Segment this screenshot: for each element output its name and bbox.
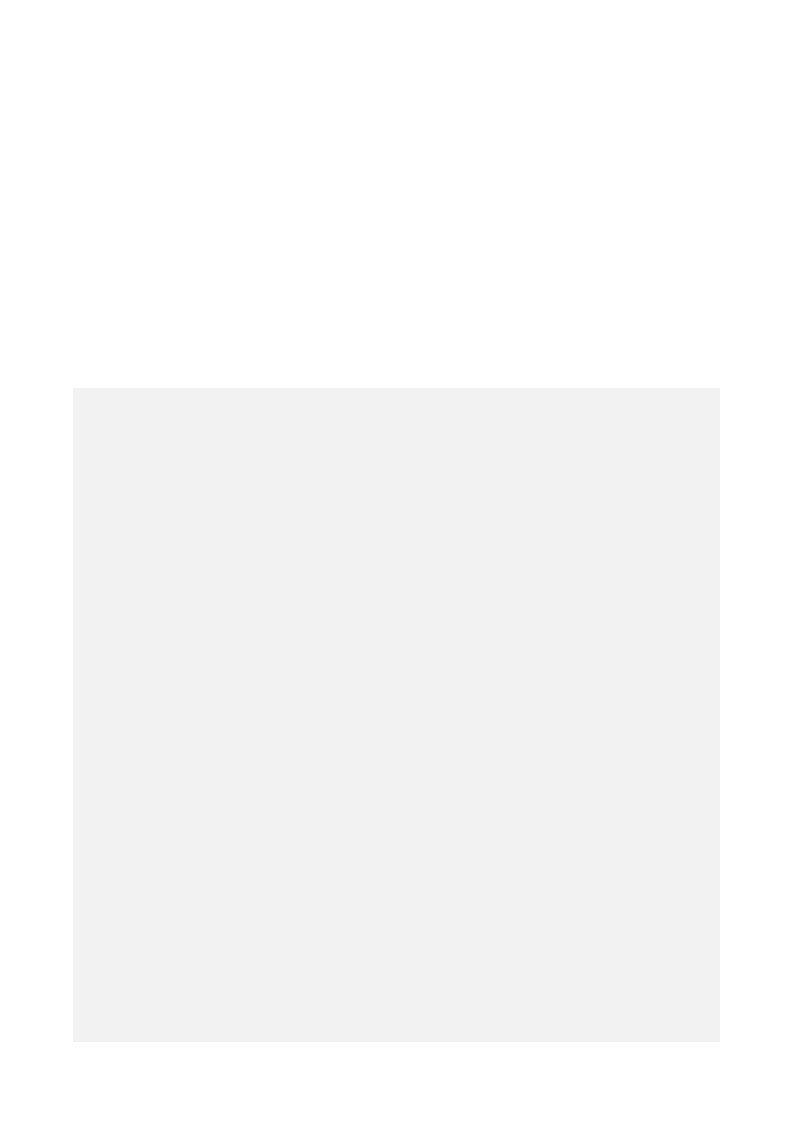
- answer-header: [76, 389, 714, 419]
- guide-line: [76, 482, 714, 512]
- answer-key-row: [76, 419, 716, 449]
- answer-explanation-panel: [73, 388, 720, 1042]
